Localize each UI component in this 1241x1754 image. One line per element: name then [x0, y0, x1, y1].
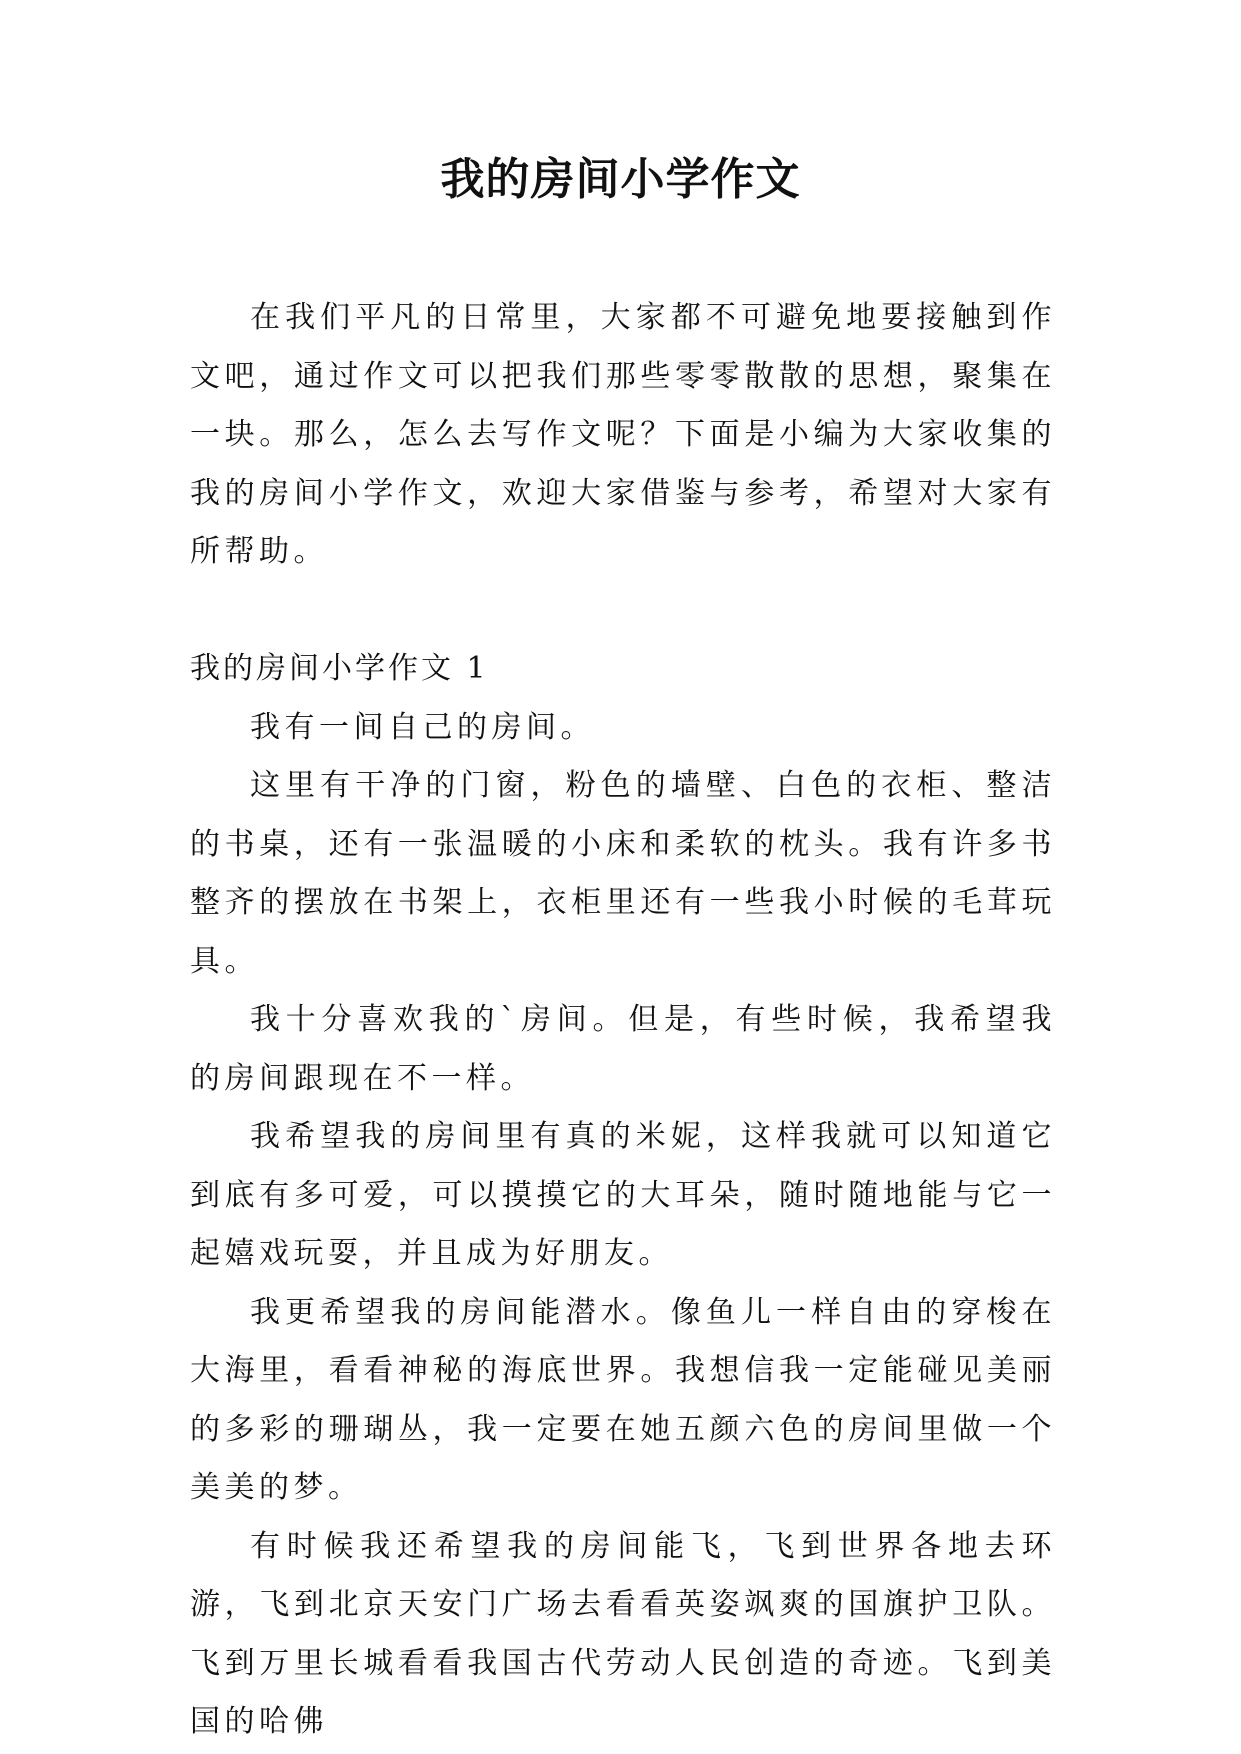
body-paragraph: 我有一间自己的房间。 [250, 709, 595, 745]
body-paragraph: 我希望我的房间里有真的米妮，这样我就可以知道它到底有多可爱，可以摸摸它的大耳朵，随时随地能与它一起嬉戏玩耍，并且成为好朋友。 [190, 1119, 1056, 1271]
body-paragraph: 有时候我还希望我的房间能飞，飞到世界各地去环游，飞到北京天安门广场去看看英姿飒爽的国旗护卫队。飞到万里长城看看我国古代劳动人民创造的奇迹。飞到美国的哈佛 [190, 1528, 1056, 1739]
paragraph-spacer [190, 582, 1056, 641]
intro-paragraph: 在我们平凡的日常里，大家都不可避免地要接触到作文吧，通过作文可以把我们那些零零散散的思想，聚集在一块。那么，怎么去写作文呢？下面是小编为大家收集的我的房间小学作文，欢迎大家借鉴与参考，希望对大家有所帮助。 [190, 300, 1056, 569]
body-paragraph: 我十分喜欢我的`房间。但是，有些时候，我希望我的房间跟现在不一样。 [190, 1002, 1056, 1096]
document-title: 我的房间小学作文 [440, 154, 801, 205]
body-paragraph: 这里有干净的门窗，粉色的墙壁、白色的衣柜、整洁的书桌，还有一张温暖的小床和柔软的枕头。我有许多书整齐的摆放在书架上，衣柜里还有一些我小时候的毛茸玩具。 [190, 768, 1056, 979]
body-paragraph: 我更希望我的房间能潜水。像鱼儿一样自由的穿梭在大海里，看看神秘的海底世界。我想信我一定能碰见美丽的多彩的珊瑚丛，我一定要在她五颜六色的房间里做一个美美的梦。 [190, 1294, 1056, 1505]
section-heading: 我的房间小学作文 1 [190, 651, 489, 686]
document-body [190, 289, 1056, 1752]
